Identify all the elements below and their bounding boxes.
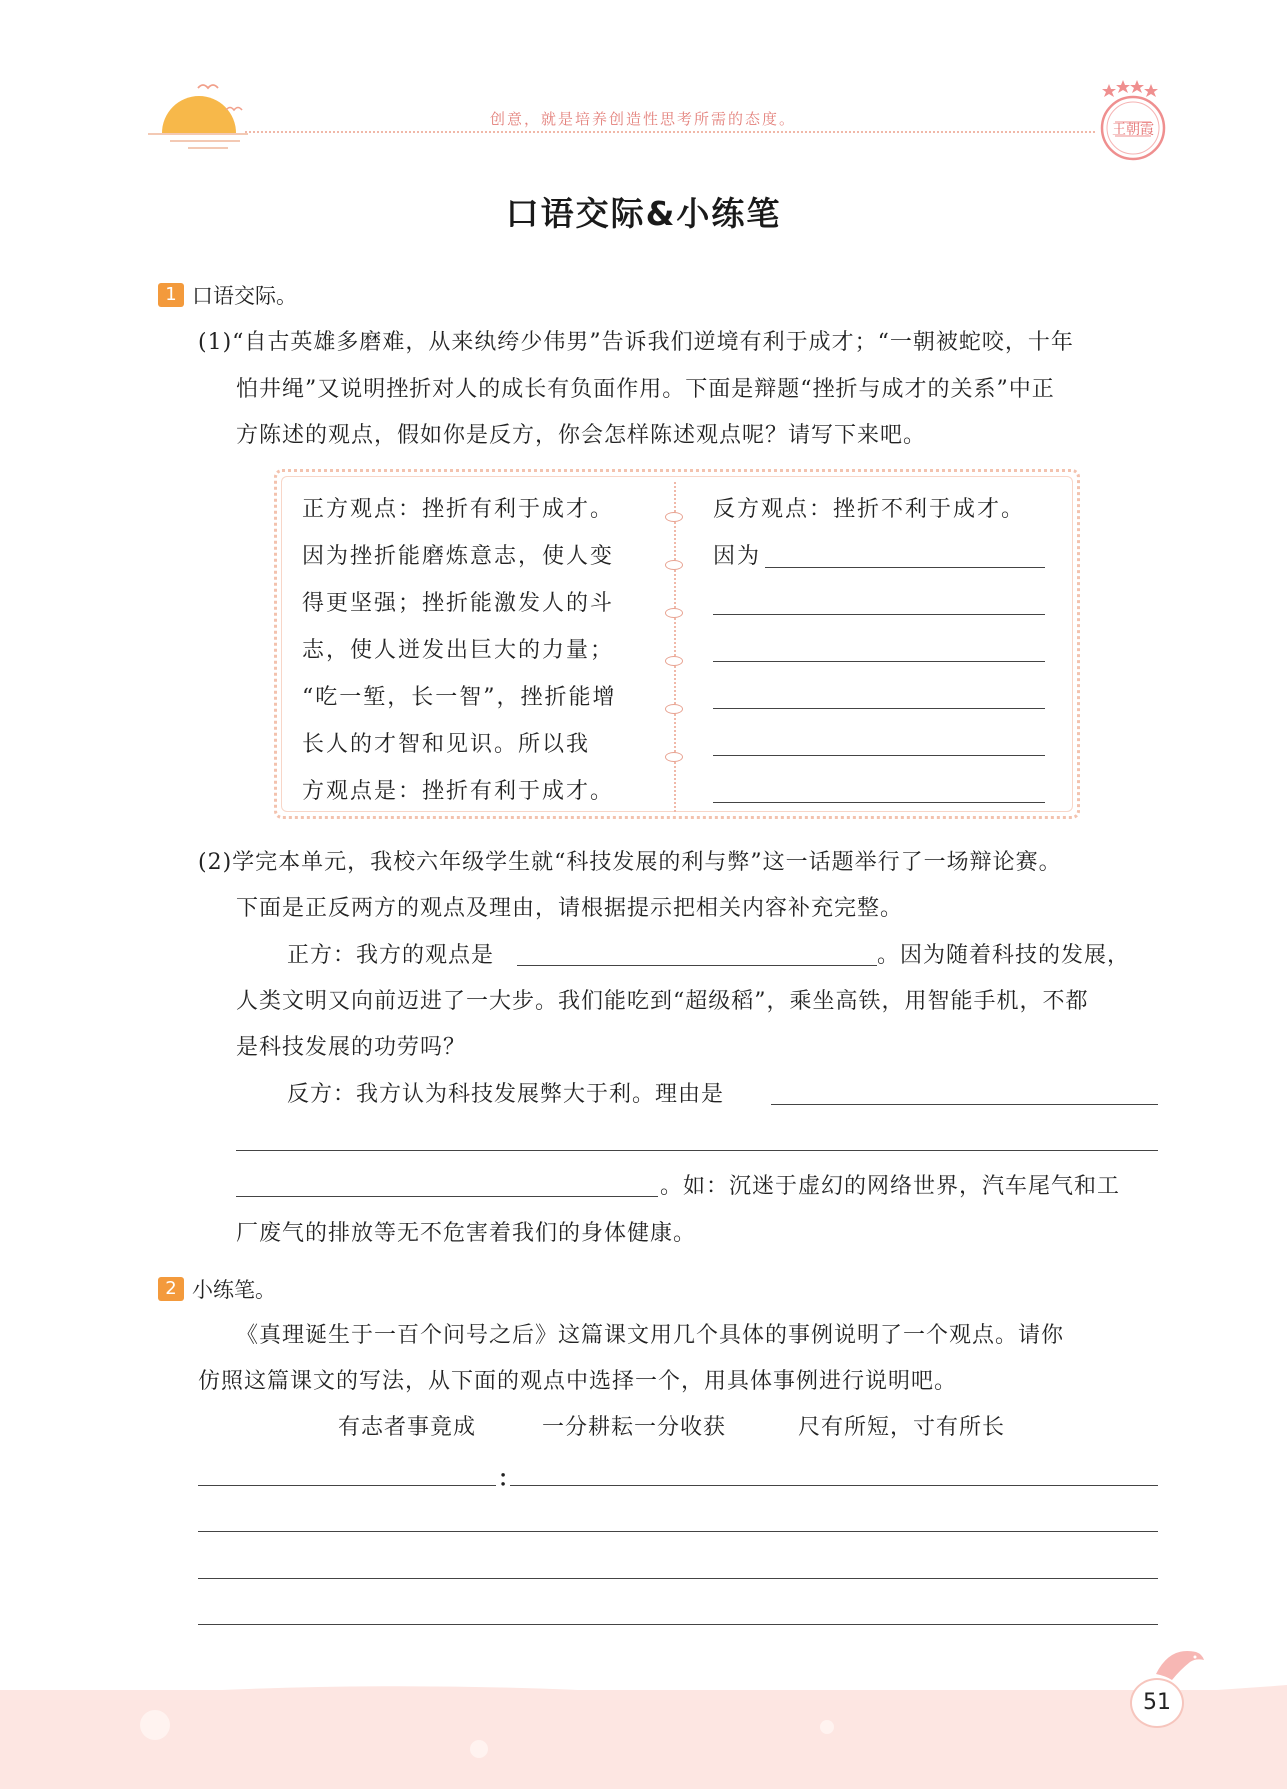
pro-statement-line: 是科技发展的功劳吗？ xyxy=(236,1035,467,1060)
pro-argument-line: 得更坚强；挫折能激发人的斗 xyxy=(302,591,615,616)
page-number: 51 xyxy=(1130,1678,1184,1728)
sun-reflection-line xyxy=(188,147,228,149)
binder-ring xyxy=(665,752,683,762)
pro-statement-prefix: 正方：我方的观点是 xyxy=(287,943,495,968)
answer-blank-line[interactable] xyxy=(713,708,1045,709)
pro-argument-line: 方观点是：挫折有利于成才。 xyxy=(302,779,615,804)
bubble-decoration xyxy=(140,1710,170,1740)
answer-blank-line[interactable] xyxy=(765,567,1045,568)
pro-statement-line: 人类文明又向前迈进了一大步。我们能吃到“超级稻”，乘坐高铁，用智能手机，不都 xyxy=(236,989,1089,1014)
section-label: 口语交际。 xyxy=(192,284,297,308)
con-title: 反方观点：挫折不利于成才。 xyxy=(713,497,1026,522)
pro-argument-line: 因为挫折能磨炼意志，使人变 xyxy=(302,544,615,569)
pro-statement-suffix: 。因为随着科技的发展， xyxy=(877,943,1131,968)
answer-blank-line[interactable] xyxy=(713,661,1045,662)
con-statement-line: 厂废气的排放等无不危害着我们的身体健康。 xyxy=(236,1221,697,1246)
header-dotted-line xyxy=(245,131,1095,133)
pro-argument-line: 志，使人迸发出巨大的力量； xyxy=(302,638,615,663)
exercise-text-line: 仿照这篇课文的写法，从下面的观点中选择一个，用具体事例进行说明吧。 xyxy=(198,1369,958,1394)
footer-band xyxy=(0,1690,1287,1789)
section-number-badge: 2 xyxy=(158,1277,184,1301)
con-statement-prefix: 反方：我方认为科技发展弊大于利。理由是 xyxy=(287,1082,725,1107)
answer-blank-line[interactable] xyxy=(713,802,1045,803)
question-text-line: 方陈述的观点，假如你是反方，你会怎样陈述观点呢？请写下来吧。 xyxy=(236,423,927,448)
question-text-line: (1)“自古英雄多磨难，从来纨绔少伟男”告诉我们逆境有利于成才；“一朝被蛇咬，十年 xyxy=(198,330,1074,355)
con-reason-blank[interactable] xyxy=(236,1196,658,1197)
question-text-line: 怕井绳”又说明挫折对人的成长有负面作用。下面是辩题“挫折与成才的关系”中正 xyxy=(236,377,1055,402)
con-reason-blank[interactable] xyxy=(771,1104,1158,1105)
sun-reflection-line xyxy=(170,140,240,142)
binder-ring xyxy=(665,560,683,570)
viewpoint-option: 有志者事竟成 xyxy=(338,1415,477,1440)
bubble-decoration xyxy=(470,1740,488,1758)
exercise-text-line: 《真理诞生于一百个问号之后》这篇课文用几个具体的事例说明了一个观点。请你 xyxy=(236,1323,1065,1348)
writing-line[interactable] xyxy=(198,1624,1158,1625)
con-because-label: 因为 xyxy=(713,544,762,569)
con-reason-blank[interactable] xyxy=(236,1150,1158,1151)
binder-ring xyxy=(665,512,683,522)
viewpoint-option: 尺有所短，寸有所长 xyxy=(798,1415,1006,1440)
pro-argument-line: “吃一堑，长一智”，挫折能增 xyxy=(302,685,617,710)
box-divider xyxy=(674,482,676,812)
binder-ring xyxy=(665,608,683,618)
answer-blank-line[interactable] xyxy=(713,755,1045,756)
con-statement-suffix: 。如：沉迷于虚幻的网络世界，汽车尾气和工 xyxy=(660,1174,1121,1199)
writing-line[interactable] xyxy=(198,1531,1158,1532)
writing-line[interactable] xyxy=(198,1578,1158,1579)
sun-reflection-line xyxy=(148,133,248,135)
viewpoint-option: 一分耕耘一分收获 xyxy=(542,1415,727,1440)
bubble-decoration xyxy=(820,1720,834,1734)
writing-line[interactable] xyxy=(510,1485,1158,1486)
page-header xyxy=(0,0,1287,160)
birds-icon xyxy=(196,80,246,120)
binder-ring xyxy=(665,656,683,666)
answer-blank-line[interactable] xyxy=(713,614,1045,615)
viewpoint-title-blank[interactable] xyxy=(198,1485,496,1486)
author-seal-logo xyxy=(1093,80,1173,165)
pro-argument-line: 长人的才智和见识。所以我 xyxy=(302,732,591,757)
section-label: 小练笔。 xyxy=(192,1278,276,1302)
question-text-line: (2)学完本单元，我校六年级学生就“科技发展的利与弊”这一话题举行了一场辩论赛。 xyxy=(198,850,1062,875)
binder-ring xyxy=(665,704,683,714)
section-number-badge: 1 xyxy=(158,283,184,307)
colon: ： xyxy=(498,1466,522,1492)
section-1-heading xyxy=(158,280,297,310)
section-2-heading xyxy=(158,1274,276,1304)
pro-argument-line: 正方观点：挫折有利于成才。 xyxy=(302,497,615,522)
pro-viewpoint-blank[interactable] xyxy=(517,965,877,966)
svg-text:王朝霞: 王朝霞 xyxy=(1112,122,1154,138)
header-motto: 创意，就是培养创造性思考所需的态度。 xyxy=(490,110,797,128)
page-title: 口语交际&小练笔 xyxy=(505,194,782,233)
question-text-line: 下面是正反两方的观点及理由，请根据提示把相关内容补充完整。 xyxy=(236,896,904,921)
